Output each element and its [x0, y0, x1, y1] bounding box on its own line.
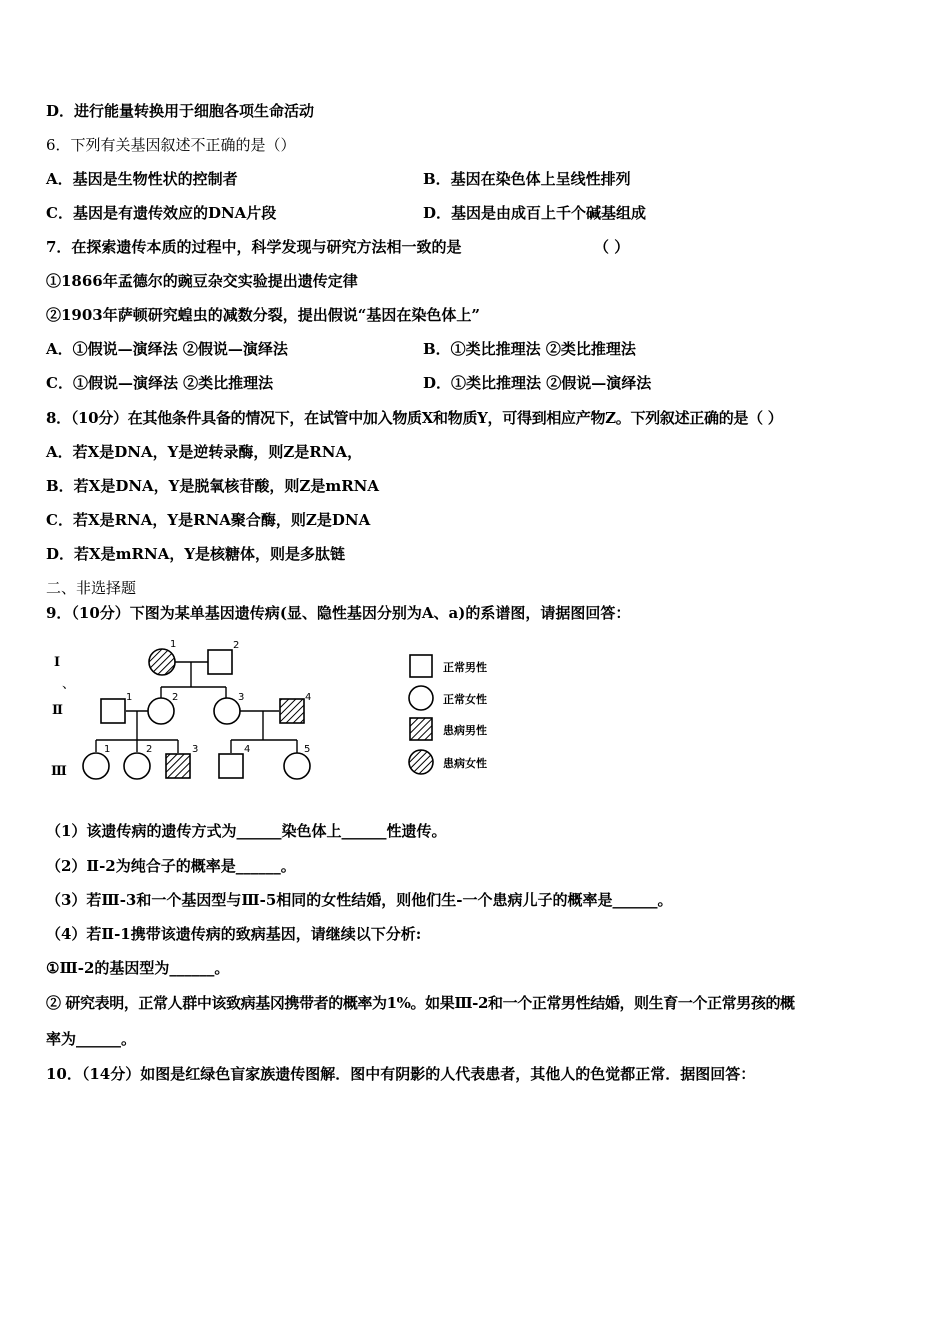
II-4-number: 4 — [305, 692, 312, 703]
legend-affected-male-symbol — [410, 718, 432, 740]
q7-option-b: B．①类比推理法 ②类比推理法 — [423, 340, 636, 358]
III-3-affected-male — [166, 754, 190, 778]
q7-option-row-2 — [46, 373, 652, 393]
q7-stem: 7．在探索遗传本质的过程中，科学发现与研究方法相一致的是 — [46, 238, 462, 256]
q7-stem-line — [46, 237, 630, 257]
q8-option-d: D．若X是mRNA，Y是核糖体，则是多肽链 — [46, 545, 346, 563]
q9-part-2: （2）Ⅱ-2为纯合子的概率是______。 — [46, 857, 296, 875]
q8-option-b: B．若X是DNA，Y是脱氧核苷酸，则Z是mRNA — [46, 477, 380, 495]
III-4-number: 4 — [244, 744, 251, 755]
legend-normal-male: 正常男性 — [443, 661, 487, 674]
q9-part-3: （3）若Ⅲ-3和一个基因型与Ⅲ-5相同的女性结婚，则他们生-一个患病儿子的概率是______。 — [46, 891, 673, 909]
I-1-number: 1 — [170, 639, 177, 650]
II-3-number: 3 — [238, 692, 245, 703]
I-2-number: 2 — [233, 640, 240, 651]
III-5-number: 5 — [304, 744, 311, 755]
q6-option-a: A．基因是生物性状的控制者 — [46, 170, 238, 188]
q9-part-4-a: ①Ⅲ-2的基因型为______。 — [46, 959, 230, 977]
q7-option-d: D．①类比推理法 ②假说—演绎法 — [423, 374, 652, 392]
III-4-normal-male — [219, 754, 243, 778]
pedigree-diagram — [40, 636, 510, 786]
q6-option-d: D．基因是由成百上千个碱基组成 — [423, 204, 647, 222]
III-2-number: 2 — [146, 744, 153, 755]
q7-paren: （ ） — [594, 238, 630, 256]
III-1-number: 1 — [104, 744, 111, 755]
q9-part-4-b-line1: ② 研究表明，正常人群中该致病基冈携带者的概率为1%。如果Ⅲ-2和一个正常男性结婚，则生育一个正常男孩的概 — [46, 994, 795, 1012]
II-3-normal-female — [214, 698, 240, 724]
q6-option-row-2 — [46, 203, 647, 223]
II-1-number: 1 — [126, 692, 133, 703]
q8-option-a: A．若X是DNA，Y是逆转录酶，则Z是RNA， — [46, 443, 363, 461]
legend-affected-female-symbol — [409, 750, 433, 774]
q8-option-c: C．若X是RNA，Y是RNA聚合酶，则Z是DNA — [46, 511, 371, 529]
q9-part-4: （4）若Ⅱ-1携带该遗传病的致病基因，请继续以下分析: — [46, 925, 422, 943]
pedigree-lines — [96, 662, 297, 753]
gen-label-mark: 、 — [62, 677, 76, 692]
I-1-affected-female — [149, 649, 175, 675]
legend-affected-female: 患病女性 — [443, 757, 487, 770]
q6-stem: 6．下列有关基因叙述不正确的是（） — [46, 136, 296, 154]
q6-option-row-1 — [46, 169, 631, 189]
legend-affected-male: 患病男性 — [443, 724, 487, 737]
II-1-normal-male — [101, 699, 125, 723]
section-heading: 二、非选择题 — [46, 579, 137, 597]
III-3-number: 3 — [192, 744, 199, 755]
q8-stem: 8．（10分）在其他条件具备的情况下，在试管中加入物质X和物质Y，可得到相应产物Z。下列叙述正确的是（ ） — [46, 409, 783, 427]
q9-part-4-b-line2: 率为______。 — [46, 1030, 137, 1048]
q7-option-row-1 — [46, 339, 636, 359]
III-2-normal-female — [124, 753, 150, 779]
q5-option-d: D．进行能量转换用于细胞各项生命活动 — [46, 102, 315, 120]
gen-label-III: Ⅲ — [51, 764, 67, 779]
q6-option-b: B．基因在染色体上呈线性排列 — [423, 170, 631, 188]
q9-part-1: （1）该遗传病的遗传方式为______染色体上______性遗传。 — [46, 822, 447, 840]
II-4-affected-male — [280, 699, 304, 723]
q7-statement-2: ②1903年萨顿研究蝗虫的减数分裂，提出假说“基因在染色体上” — [46, 306, 481, 324]
q7-option-a: A．①假说—演绎法 ②假说—演绎法 — [46, 340, 288, 358]
legend-normal-female: 正常女性 — [443, 693, 487, 706]
q6-option-c: C．基因是有遗传效应的DNA片段 — [46, 204, 277, 222]
II-2-normal-female — [148, 698, 174, 724]
I-2-normal-male — [208, 650, 232, 674]
q10-stem: 10．（14分）如图是红绿色盲家族遗传图解．图中有阴影的人代表患者，其他人的色觉都正常．据图回答： — [46, 1065, 756, 1083]
II-2-number: 2 — [172, 692, 179, 703]
gen-label-II: Ⅱ — [52, 703, 63, 718]
q7-option-c: C．①假说—演绎法 ②类比推理法 — [46, 374, 274, 392]
III-1-normal-female — [83, 753, 109, 779]
III-5-normal-female — [284, 753, 310, 779]
q7-statement-1: ①1866年孟德尔的豌豆杂交实验提出遗传定律 — [46, 272, 358, 290]
q9-stem: 9．（10分）下图为某单基因遗传病(显、隐性基因分别为A、a)的系谱图，请据图回答： — [46, 604, 631, 622]
legend-normal-female-symbol — [409, 686, 433, 710]
legend-normal-male-symbol — [410, 655, 432, 677]
gen-label-I: Ⅰ — [54, 655, 61, 670]
